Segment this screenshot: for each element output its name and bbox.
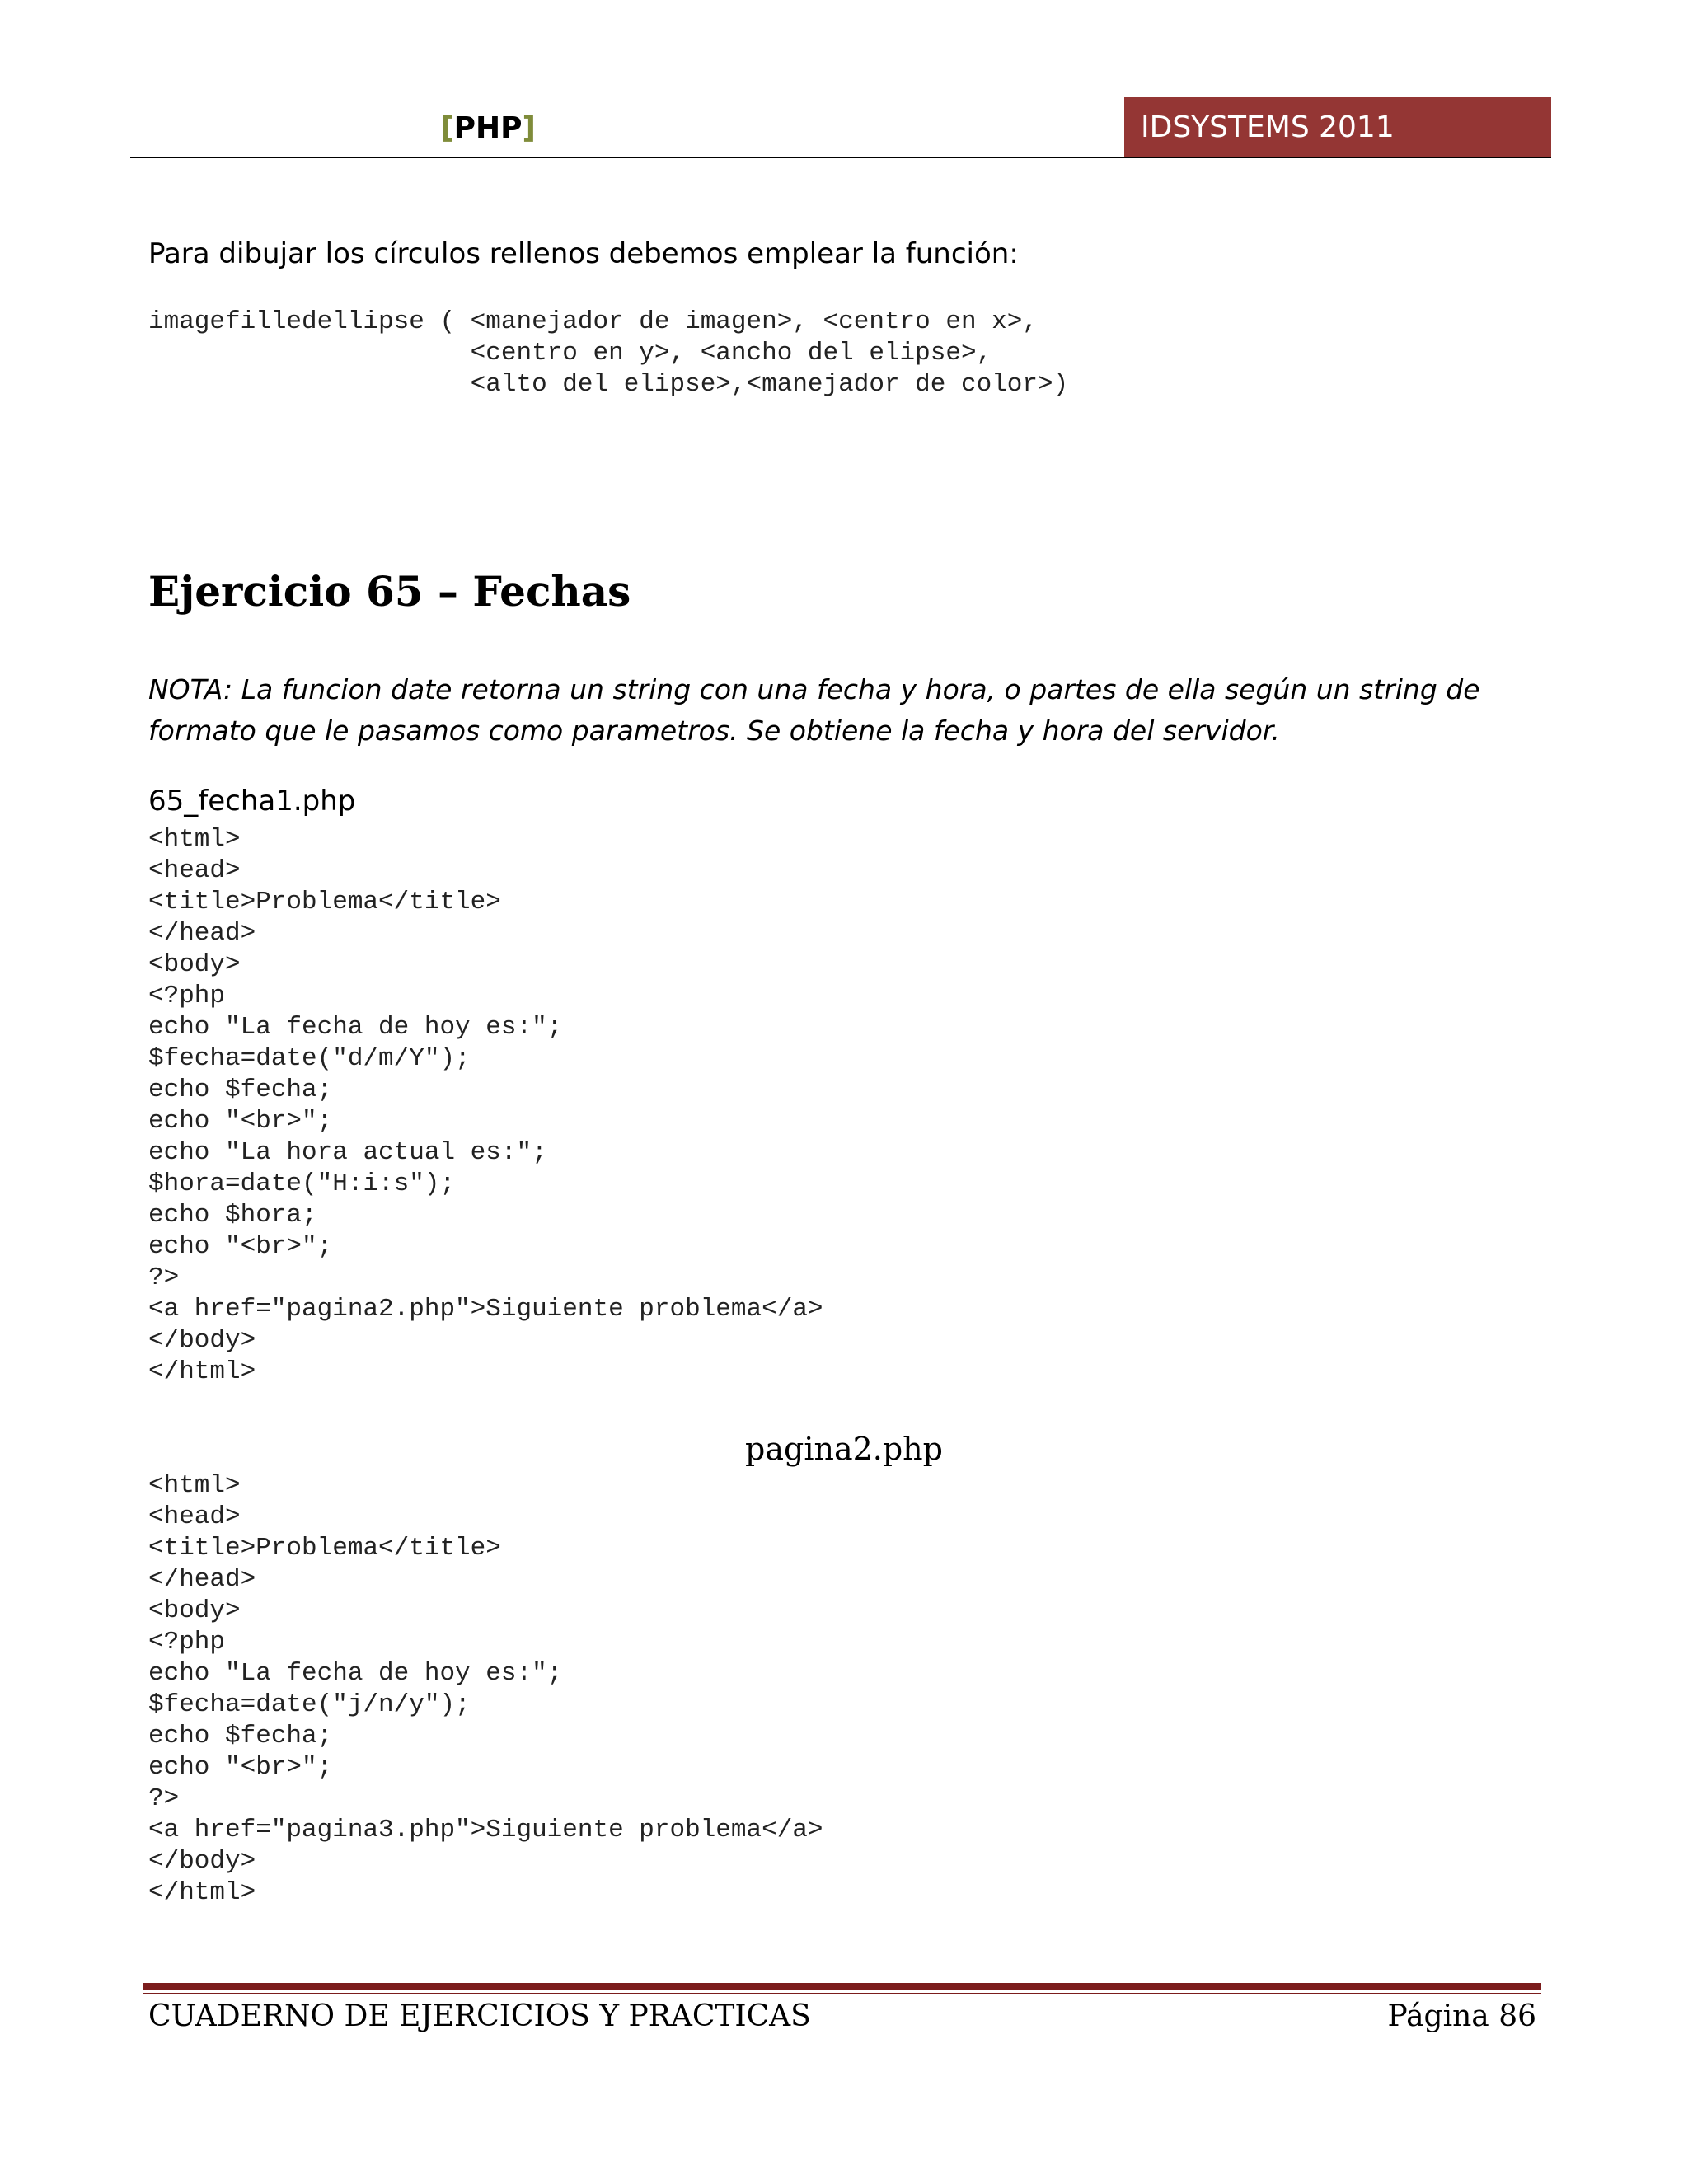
intro-code: imagefilledellipse ( <manejador de imagen>, <centro en x>, <centro en y>, <ancho del elipse>, <alto del elipse>,<manejador de color>): [148, 307, 1069, 399]
bracket-close: ]: [522, 111, 536, 145]
file2-name: pagina2.php: [745, 1431, 943, 1467]
footer-title: CUADERNO DE EJERCICIOS Y PRACTICAS: [148, 1999, 811, 2033]
file1-name: 65_fecha1.php: [148, 785, 356, 818]
header-brand-box: IDSYSTEMS 2011: [1124, 97, 1551, 158]
exercise-title: Ejercicio 65 – Fechas: [148, 567, 631, 616]
exercise-note: NOTA: La funcion date retorna un string con una fecha y hora, o partes de ella según un string de formato que le pasamos como parametros. Se obtiene la fecha y hora del servidor.: [148, 673, 1480, 747]
bracket-open: [: [440, 111, 454, 145]
file2-code: <html> <head> <title>Problema</title> </head> <body> <?php echo "La fecha de hoy es:"; $fecha=date("j/n/y"); echo $fecha; echo "<br>"; ?> <a href="pagina3.php">Siguiente problema</a> </body> </html>: [148, 1471, 823, 1907]
header-subject: [440, 101, 536, 157]
footer-rule-thin: [143, 1993, 1541, 1994]
intro-text: Para dibujar los círculos rellenos debemos emplear la función:: [148, 237, 1019, 270]
file1-code: <html> <head> <title>Problema</title> </head> <body> <?php echo "La fecha de hoy es:"; $fecha=date("d/m/Y"); echo $fecha; echo "<br>"; echo "La hora actual es:"; $hora=date("H:i:s"); echo $hora; echo "<br>"; ?> <a href="pagina2.php">Siguiente problema</a> </body> </html>: [148, 825, 823, 1386]
subject-label: PHP: [453, 111, 523, 145]
footer-rule-thick: [143, 1983, 1541, 1990]
page-number: Página 86: [1387, 1999, 1536, 2033]
header-rule: [130, 157, 1551, 158]
